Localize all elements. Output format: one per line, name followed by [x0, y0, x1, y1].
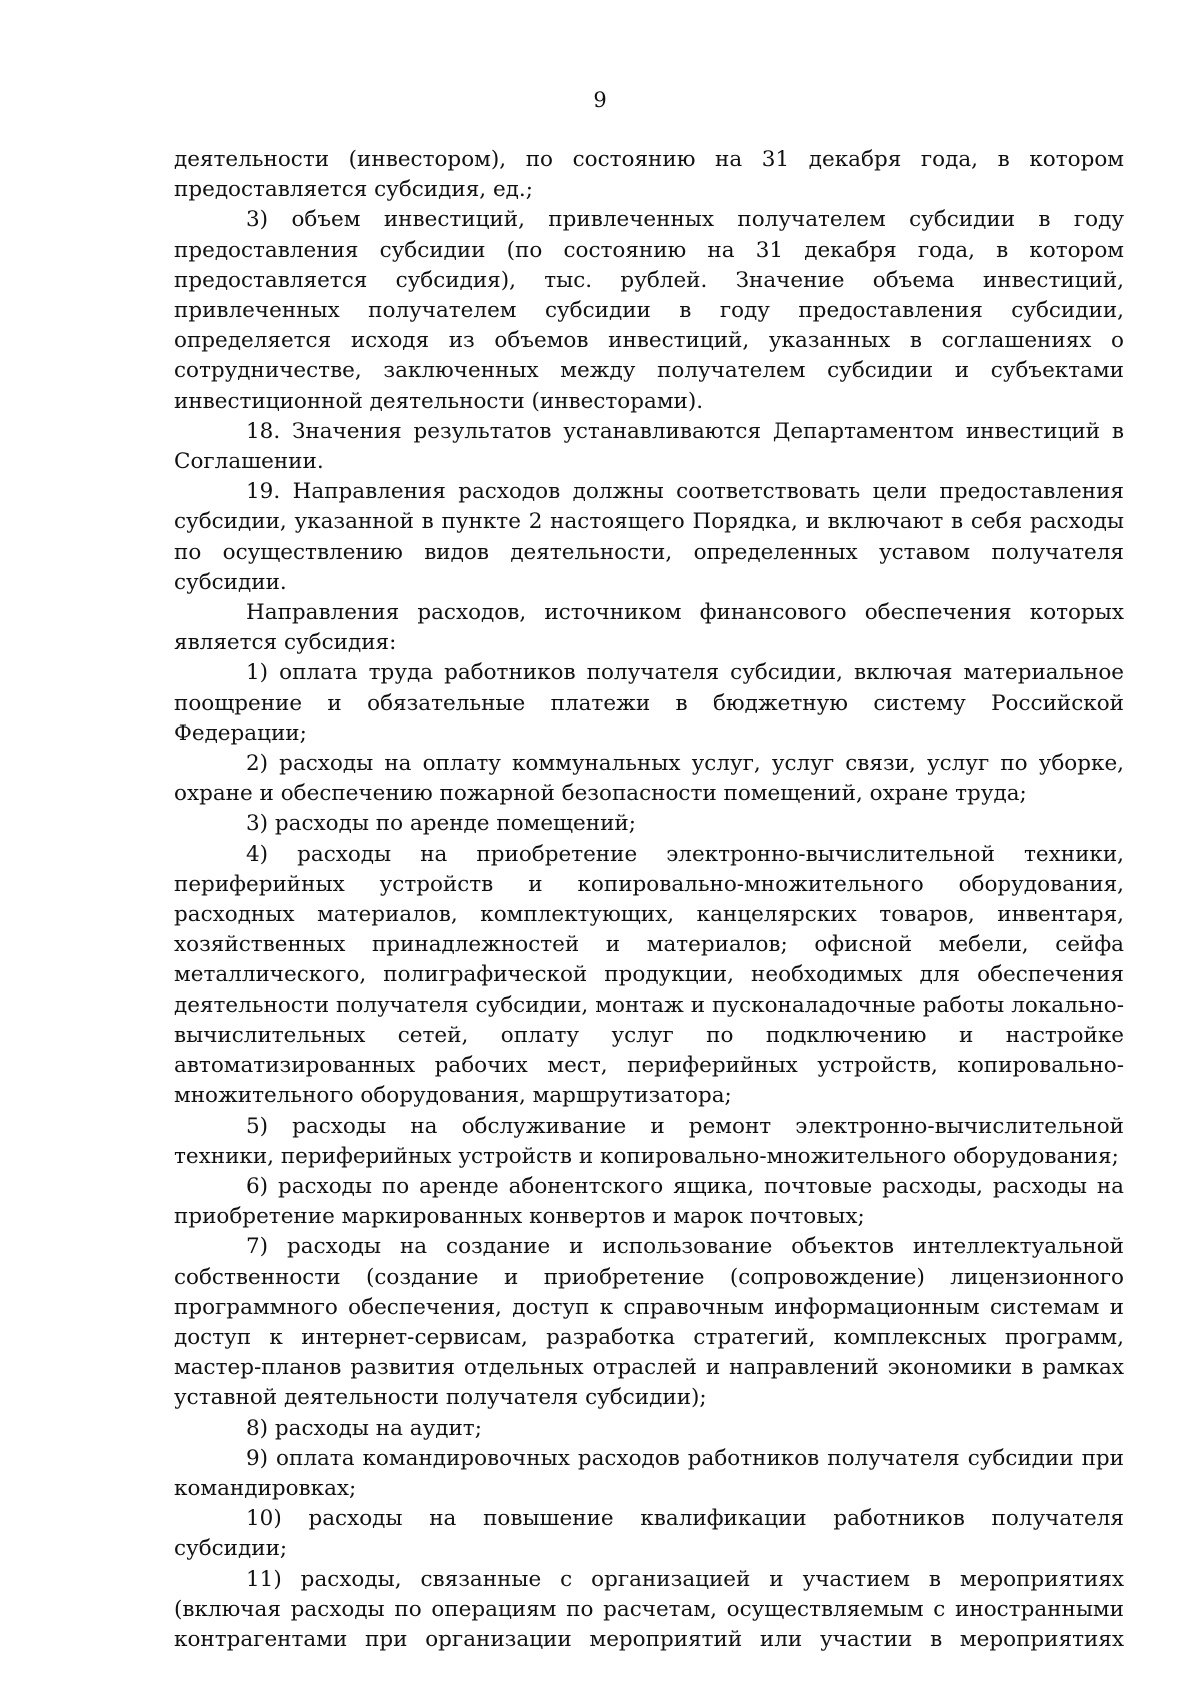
list-item-2-utilities: 2) расходы на оплату коммунальных услуг, услуг связи, услуг по уборке, охране и обеспечению пожарной безопасности помещений, охране труда;	[174, 751, 1124, 807]
list-item-10-qualification: 10) расходы на повышение квалификации работников получателя субсидии;	[174, 1506, 1124, 1562]
list-item-6-postal-expenses: 6) расходы по аренде абонентского ящика, почтовые расходы, расходы на приобретение маркированных конвертов и марок почтовых;	[174, 1173, 1124, 1230]
list-item-9-business-trips: 9) оплата командировочных расходов работников получателя субсидии при командировках;	[174, 1445, 1124, 1501]
paragraph-item-3-investment-volume: 3) объем инвестиций, привлеченных получателем субсидии в году предоставления субсидии (по состоянию на 31 декабря года, в котором предоставляется субсидия), тыс. рублей. Значение объема инвестиций, привлеченных получателем субсидии в году предоставления субсидии, определяется исходя из объемов инвестиций, указанных в соглашениях о сотрудничестве, заключенных между получателем субсидии и субъектами инвестиционной деятельности (инвесторами).	[174, 207, 1124, 414]
list-item-11-events: 11) расходы, связанные с организацией и участием в мероприятиях (включая расходы по операциям по расчетам, осуществляемым с иностранными контрагентами при организации мероприятий или участии в мероприятиях	[174, 1566, 1124, 1652]
document-body	[174, 145, 1124, 1655]
list-item-3-premises-rent: 3) расходы по аренде помещений;	[246, 811, 636, 837]
paragraph-continuation: деятельности (инвестором), по состоянию на 31 декабря года, в котором предоставляется субсидия, ед.;	[174, 147, 1124, 203]
page-number: 9	[593, 88, 607, 112]
paragraph-19-expense-directions: 19. Направления расходов должны соответствовать цели предоставления субсидии, указанной в пункте 2 настоящего Порядка, и включают в себя расходы по осуществлению видов деятельности, определенных уставом получателя субсидии.	[174, 479, 1124, 595]
list-item-5-equipment-maintenance: 5) расходы на обслуживание и ремонт электронно-вычислительной техники, периферийных устройств и копировально-множительного оборудования;	[174, 1113, 1124, 1169]
list-item-1-labor-pay: 1) оплата труда работников получателя субсидии, включая материальное поощрение и обязательные платежи в бюджетную систему Российской Федерации;	[174, 660, 1124, 746]
list-item-4-equipment-purchase: 4) расходы на приобретение электронно-вычислительной техники, периферийных устройств и копировально-множительного оборудования, расходных материалов, комплектующих, канцелярских товаров, инвентаря, хозяйственных принадлежностей и материалов; офисной мебели, сейфа металлического, полиграфической продукции, необходимых для обеспечения деятельности получателя субсидии, монтаж и пусконаладочные работы локально-вычислительных сетей, оплату услуг по подключению и настройке автоматизированных рабочих мест, периферийных устройств, копировально-множительного оборудования, маршрутизатора;	[174, 841, 1124, 1109]
list-item-7-intellectual-property: 7) расходы на создание и использование объектов интеллектуальной собственности (создание и приобретение (сопровождение) лицензионного программного обеспечения, доступ к справочным информационным системам и доступ к интернет-сервисам, разработка стратегий, комплексных программ, мастер-планов развития отдельных отраслей и направлений экономики в рамках уставной деятельности получателя субсидии);	[174, 1234, 1124, 1411]
paragraph-expense-sources-intro: Направления расходов, источником финансового обеспечения которых является субсидия:	[174, 600, 1124, 656]
paragraph-18-result-values: 18. Значения результатов устанавливаются Департаментом инвестиций в Соглашении.	[174, 418, 1124, 475]
list-item-8-audit: 8) расходы на аудит;	[246, 1415, 482, 1441]
